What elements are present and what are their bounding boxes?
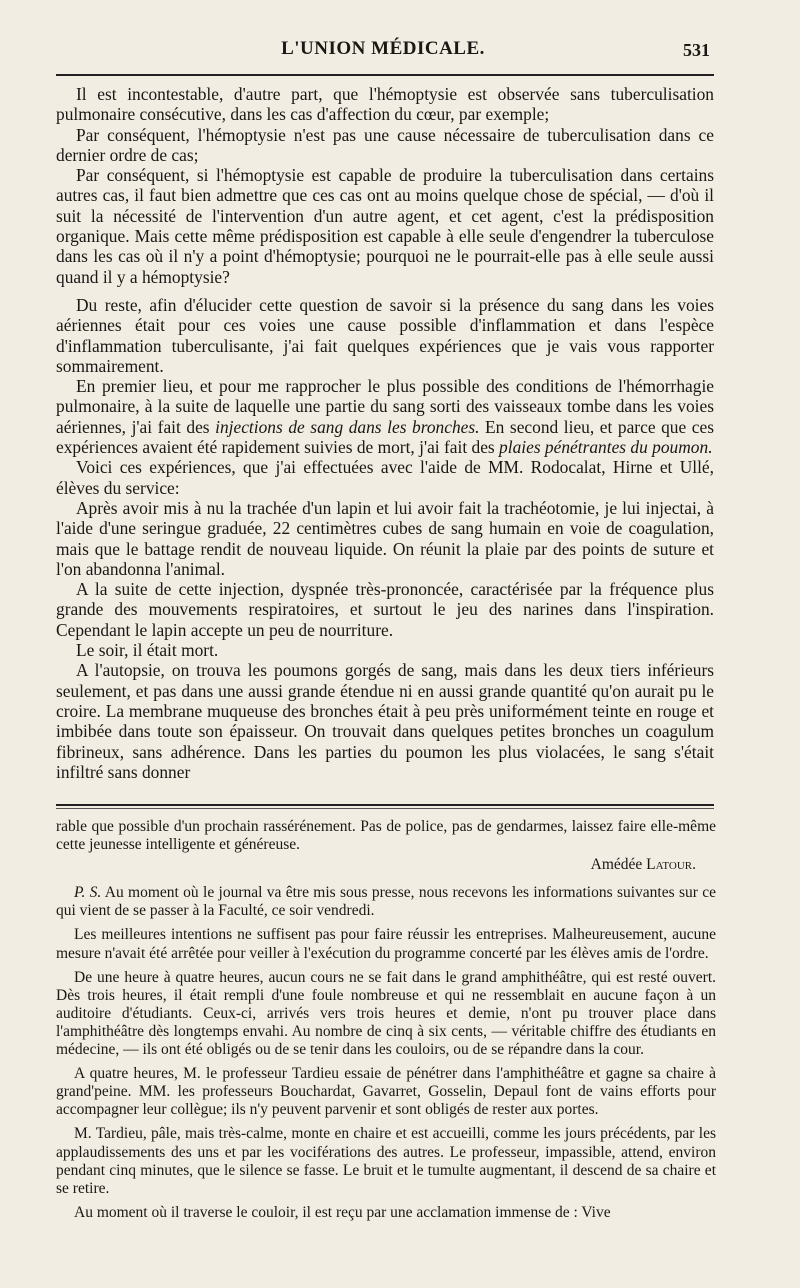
article-paragraph: A la suite de cette injection, dyspnée très-prononcée, caractérisée par la fréquence plus grande des mouvements respiratoires, et surtout le jeu des narines dans l'inspiration. Cependant le lapin accepte un peu de nourriture. [56,579,714,640]
feuilleton-paragraph: M. Tardieu, pâle, mais très-calme, monte en chaire et est accueilli, comme les jours précédents, par les applaudissements des uns et par les vociférations des autres. Le professeur, impassible, attend, environ pendant cinq minutes, que le silence se fasse. Le bruit et le tumulte augmentant, il descend de sa chaire et se retire. [56,1125,716,1197]
postscript-text: Au moment où le journal va être mis sous presse, nous recevons les informations suivantes sur ce qui vient de se passer à la Faculté, ce soir vendredi. [56,884,716,920]
page-header [56,38,710,66]
article-paragraph: Par conséquent, l'hémoptysie n'est pas une cause nécessaire de tuberculisation dans ce dernier ordre de cas; [56,124,714,165]
article-text: En premier lieu, et pour me rapprocher le plus possible des conditions de l'hémorrhagie pulmonaire, à la suite de laquelle une partie du sang sorti des vaisseaux tombe dans les voies aériennes, j'ai fait des [56,376,714,437]
postscript-paragraph [56,884,716,920]
feuilleton-separator-thin [56,808,714,809]
article-paragraph: Voici ces expériences, que j'ai effectuées avec l'aide de MM. Rodocalat, Hirne et Ullé, élèves du service: [56,457,714,498]
running-title: L'UNION MÉDICALE. [281,38,485,59]
feuilleton-body [56,818,716,1222]
page-number: 531 [683,40,710,60]
article-paragraph: A l'autopsie, on trouva les poumons gorgés de sang, mais dans les deux tiers inférieurs seulement, et pas dans une aussi grande étendue ni en aussi grande quantité qu'on aurait pu le croire. La membrane muqueuse des bronches était à peu près uniformément teinte en rouge et imbibée dans toute son épaisseur. On trouvait dans quelques petites bronches un coagulum fibrineux, sans adhérence. Dans les parties du poumon les plus violacées, le sang s'était infiltré sans donner [56,660,714,782]
article-paragraph: Par conséquent, si l'hémoptysie est capable de produire la tuberculisation dans certains autres cas, il faut bien admettre que ces cas ont au moins quelque chose de spécial, — d'où il suit la nécessité de l'intervention d'un autre agent, et cet agent, c'est la prédisposition organique. Mais cette même prédisposition est capable à elle seule d'engendrer la tuberculose dans les cas où il n'y a point d'hémoptysie; pourquoi ne le pourrait-elle pas à elle seule aussi quand il y a hémoptysie? [56,165,714,287]
author-signature [56,856,716,874]
article-body [56,84,714,782]
feuilleton-separator [56,804,714,806]
article-paragraph: Après avoir mis à nu la trachée d'un lapin et lui avoir fait la trachéotomie, je lui injectai, à l'aide d'une seringue graduée, 22 centimètres cubes de sang humain en voie de coagulation, mais que le battage rendit de nouveau liquide. On réunit la plaie par des points de suture et l'on abandonna l'animal. [56,497,714,579]
article-paragraph [56,376,714,457]
feuilleton-paragraph: Au moment où il traverse le couloir, il est reçu par une acclamation immense de : Vive [74,1203,611,1221]
article-paragraph: Du reste, afin d'élucider cette question de savoir si la présence du sang dans les voies aériennes était pour ces voies une cause possible d'inflammation et dans l'espèce d'inflammation tuberculisante, j'ai fait quelques expériences que je vais vous rapporter sommairement. [56,294,714,376]
postscript-label: P. S. [74,884,102,902]
article-italic-text: plaies pénétrantes du poumon. [499,437,713,458]
article-text: En second lieu, et parce que ces expériences avaient été rapidement suivies de mort, j'ai fait des [56,416,714,458]
feuilleton-paragraph: A quatre heures, M. le professeur Tardieu essaie de pénétrer dans l'amphithéâtre et gagne sa chaire à grand'peine. MM. les professeurs Bouchardat, Gavarret, Gosselin, Depaul font de vains efforts pour accompagner leur collègue; ils n'y peuvent parvenir et sont obligés de rester aux portes. [56,1065,716,1119]
signature-last-name: Latour. [646,856,696,874]
header-rule [56,74,714,76]
article-paragraph: Le soir, il était mort. [76,640,219,661]
signature-first-name: Amédée [590,856,647,874]
feuilleton-paragraph: rable que possible d'un prochain rassérénement. Pas de police, pas de gendarmes, laissez faire elle-même cette jeunesse intelligente et généreuse. [56,818,716,854]
article-italic-text: injections de sang dans les bronches. [215,416,480,437]
article-paragraph: Il est incontestable, d'autre part, que l'hémoptysie est observée sans tuberculisation pulmonaire consécutive, dans les cas d'affection du cœur, par exemple; [56,84,714,125]
feuilleton-paragraph: Les meilleures intentions ne suffisent pas pour faire réussir les entreprises. Malheureusement, aucune mesure n'avait été arrêtée pour veiller à l'exécution du programme concerté par les élèves amis de l'ordre. [56,926,716,962]
feuilleton-paragraph: De une heure à quatre heures, aucun cours ne se fait dans le grand amphithéâtre, qui est resté ouvert. Dès trois heures, il était rempli d'une foule nombreuse et qui ne ressemblait en aucune façon à un auditoire d'étudiants. Ceux-ci, arrivés vers trois heures et demie, n'ont pu trouver place dans l'amphithéâtre dès longtemps envahi. Au nombre de cinq à six cents, — véritable chiffre des étudiants en médecine, — ils ont été obligés ou de se tenir dans les couloirs, ou de se répandre dans la cour. [56,968,716,1059]
